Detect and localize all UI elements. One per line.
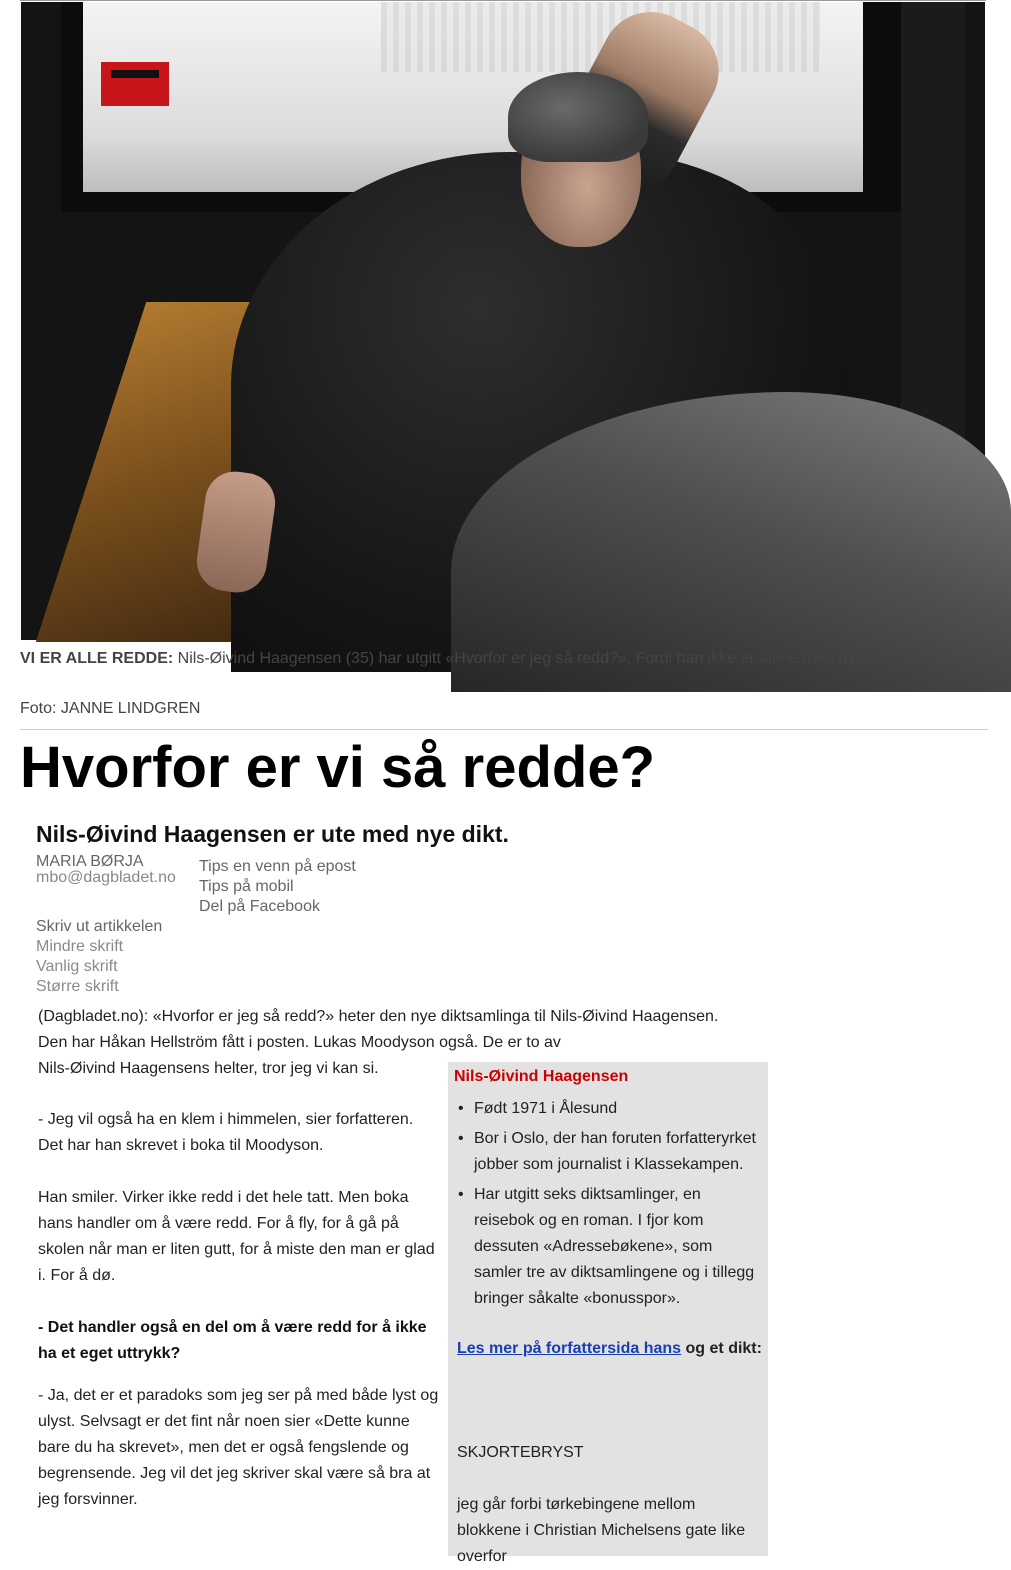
interview-question: - Det handler også en del om å være redd for å ikke ha et eget uttrykk?	[38, 1319, 427, 1362]
man-cap	[508, 72, 648, 162]
photo-credit: Foto: JANNE LINDGREN	[20, 700, 201, 717]
article-intro-continued: Nils-Øivind Haagensens helter, tror jeg vi kan si.	[38, 1060, 379, 1077]
caption-label: VI ER ALLE REDDE:	[20, 650, 174, 667]
factbox-list	[456, 1096, 762, 1316]
normal-font-link[interactable]: Vanlig skrift	[36, 958, 118, 975]
red-sticker	[101, 62, 169, 106]
article-tools	[36, 917, 162, 997]
body-paragraph: - Jeg vil også ha en klem i himmelen, sier forfatteren. Det har han skrevet i boka til Moodyson.	[38, 1111, 414, 1154]
photo-caption	[20, 646, 960, 672]
factbox-more-suffix: og et dikt:	[681, 1340, 762, 1357]
article-lead: Nils-Øivind Haagensen er ute med nye dikt.	[36, 821, 509, 847]
print-article-link[interactable]: Skriv ut artikkelen	[36, 918, 163, 935]
article-intro: (Dagbladet.no): «Hvorfor er jeg så redd?» heter den nye diktsamlinga til Nils-Øivind Haagensen. Den har Håkan Hellström fått i posten. Lukas Moodyson også. De er to av	[38, 1008, 719, 1051]
factbox-item: • Har utgitt seks diktsamlinger, en reisebok og en roman. I fjor kom dessuten «Adressebøkene», som samler tre av diktsamlingene og i tillegg bringer såkalte «bonusspor».	[456, 1182, 762, 1312]
author-name: MARIA BØRJA	[36, 853, 144, 870]
article-headline: Hvorfor er vi så redde?	[20, 735, 655, 800]
factbox-title: Nils-Øivind Haagensen	[454, 1068, 629, 1085]
factbox-item: • Bor i Oslo, der han foruten forfatteryrket jobber som journalist i Klassekampen.	[456, 1126, 762, 1178]
share-facebook-link[interactable]: Del på Facebook	[199, 898, 320, 915]
share-links	[199, 857, 356, 917]
poem-title: SKJORTEBRYST	[457, 1444, 584, 1461]
interview-answer: - Ja, det er et paradoks som jeg ser på med både lyst og ulyst. Selvsagt er det fint når noen sier «Dette kunne bare du ha skrevet», men det er også fengslende og begrensende. Jeg vil det jeg skriver skal være så bra at jeg forsvinner.	[38, 1387, 439, 1508]
top-border	[20, 0, 986, 1]
separator	[20, 729, 988, 730]
factbox-more	[457, 1336, 763, 1362]
caption-text: Nils-Øivind Haagensen (35) har utgitt «Hvorfor er jeg så redd?». Fordi han ikke er alene med frykten.	[173, 650, 891, 667]
larger-font-link[interactable]: Større skrift	[36, 978, 119, 995]
article-body	[38, 1107, 440, 1539]
factbox-item: • Født 1971 i Ålesund	[456, 1096, 762, 1122]
article-photo	[21, 2, 985, 640]
fact-box	[448, 1062, 768, 1565]
smaller-font-link[interactable]: Mindre skrift	[36, 938, 124, 955]
author-email[interactable]: mbo@dagbladet.no	[36, 869, 176, 886]
author-page-link[interactable]: Les mer på forfattersida hans	[457, 1340, 682, 1357]
tip-mobile-link[interactable]: Tips på mobil	[199, 878, 294, 895]
poem-text: jeg går forbi tørkebingene mellom blokkene i Christian Michelsens gate like overfor	[457, 1496, 746, 1565]
body-paragraph: Han smiler. Virker ikke redd i det hele tatt. Men boka hans handler om å være redd. For å fly, for å gå på skolen når man er liten gutt, for å miste den man er glad i. For å dø.	[38, 1189, 435, 1284]
tip-email-link[interactable]: Tips en venn på epost	[199, 858, 356, 875]
